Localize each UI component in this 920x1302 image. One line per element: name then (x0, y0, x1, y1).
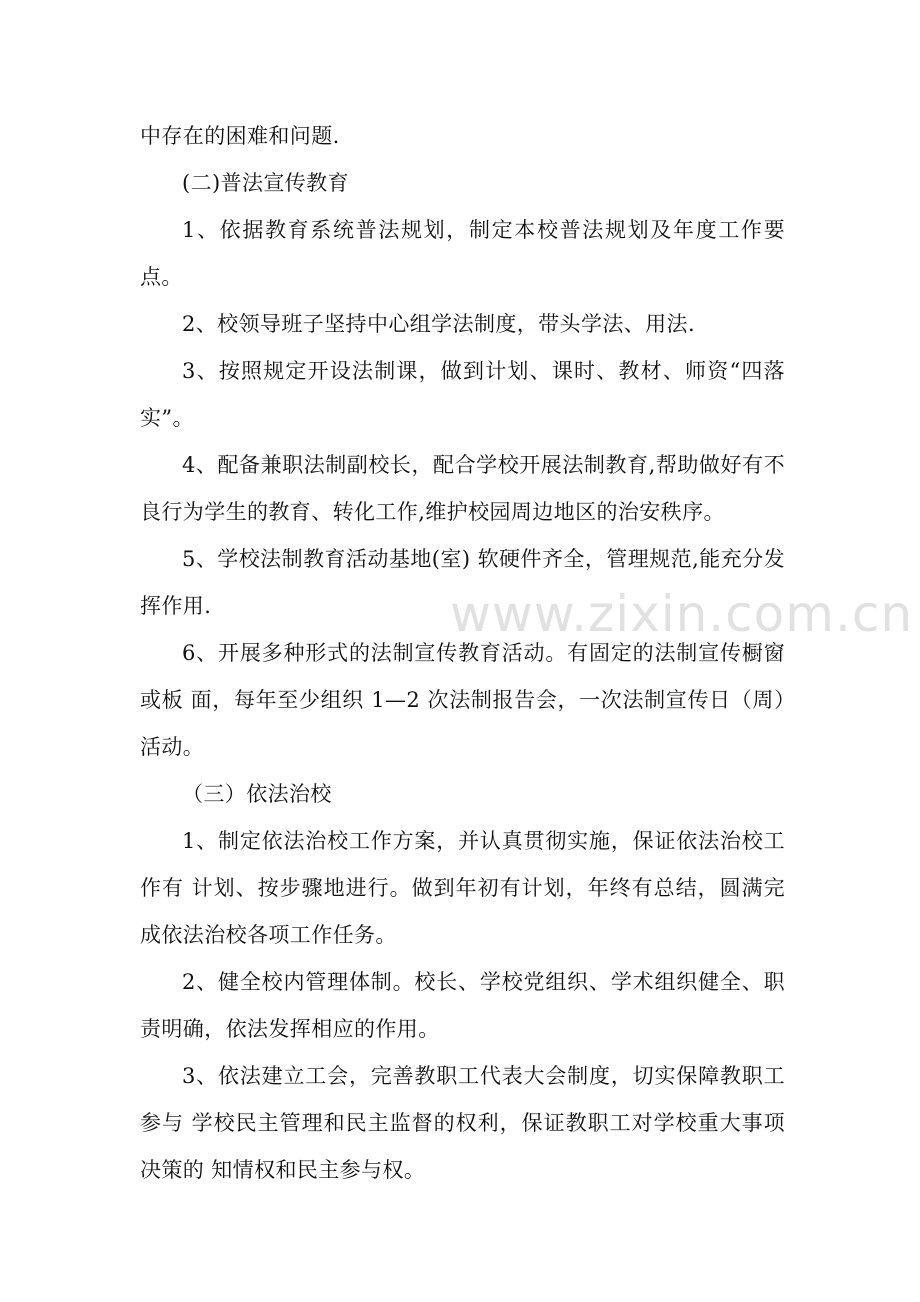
list-item-2-2: 2、校领导班子坚持中心组学法制度，带头学法、用法. (182, 312, 696, 336)
list-item-2-3: 3、按照规定开设法制课，做到计划、课时、教材、师资“四落实”。 (140, 359, 785, 430)
section-heading-2: (二)普法宣传教育 (182, 171, 349, 195)
list-item-2-4: 4、配备兼职法制副校长，配合学校开展法制教育,帮助做好有不良行为学生的教育、转化工作,维护校园周边地区的治安秩序。 (140, 453, 785, 524)
watermark: www.zixin.com.cn (450, 585, 914, 643)
list-item-3-2: 2、健全校内管理体制。校长、学校党组织、学术组织健全、职责明确，依法发挥相应的作用。 (140, 970, 785, 1041)
paragraph-continuation: 中存在的困难和问题. (140, 124, 340, 148)
list-item-2-1: 1、依据教育系统普法规划，制定本校普法规划及年度工作要点。 (140, 218, 785, 289)
list-item-3-3: 3、依法建立工会，完善教职工代表大会制度，切实保障教职工参与 学校民主管理和民主监督的权利，保证教职工对学校重大事项决策的 知情权和民主参与权。 (140, 1064, 785, 1182)
list-item-2-6: 6、开展多种形式的法制宣传教育活动。有固定的法制宣传橱窗或板 面，每年至少组织 1—2 次法制报告会，一次法制宣传日（周）活动。 (140, 641, 785, 759)
list-item-3-1: 1、制定依法治校工作方案，并认真贯彻实施，保证依法治校工作有 计划、按步骤地进行。做到年初有计划，年终有总结，圆满完成依法治校各项工作任务。 (140, 829, 785, 947)
document-body (140, 113, 785, 1194)
section-heading-3: （三）依法治校 (182, 782, 332, 806)
list-item-2-5: 5、学校法制教育活动基地(室) 软硬件齐全，管理规范,能充分发挥作用. (140, 547, 785, 618)
